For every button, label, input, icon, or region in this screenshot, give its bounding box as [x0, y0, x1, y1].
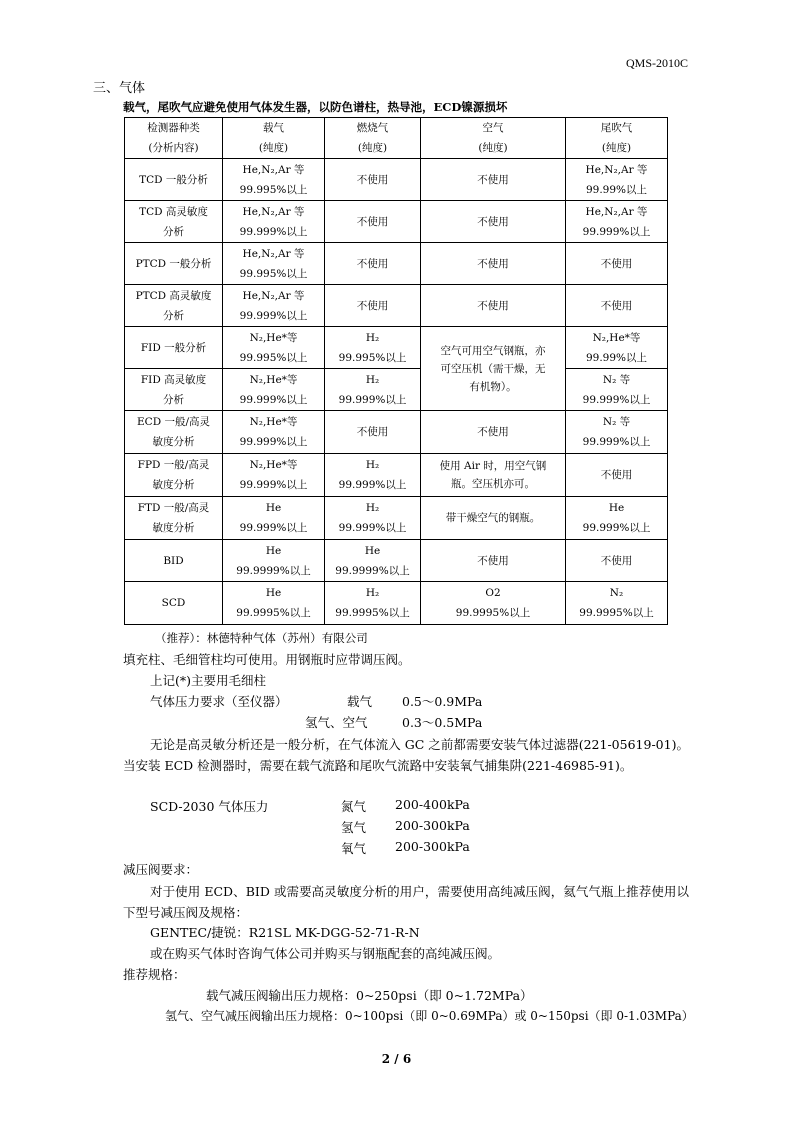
cell-makeup [566, 540, 668, 582]
cell-air-line: 不使用 [477, 215, 509, 228]
filter-paragraph: 无论是高灵敏分析还是一般分析，在气体流入 GC 之前都需要安装气体过滤器(221-05619-01)。当安装 ECD 检测器时，需要在载气流路和尾吹气流路中安装氧气捕集阱(221-46985-91)。 [123, 737, 689, 773]
cell-makeup [566, 201, 668, 243]
recommended-supplier: （推荐）：林德特种气体（苏州）有限公司 [155, 631, 368, 645]
cell-carrier [223, 327, 325, 369]
scd-gas-oxygen: 氧气 [341, 841, 367, 856]
scd-value-nitrogen: 200-400kPa [395, 797, 470, 812]
cell-air-line: 不使用 [477, 554, 509, 567]
cell-carrier-line: 99.9999%以上 [236, 564, 311, 577]
cell-carrier-line: N₂,He*等 [249, 373, 298, 386]
cell-air-line: O2 [485, 587, 501, 599]
cell-air-line: 瓶。空压机亦可。 [451, 478, 535, 490]
cell-detector-line: FID 高灵敏度 [140, 373, 207, 386]
cell-makeup-line: He [608, 502, 625, 514]
cell-air [421, 582, 566, 625]
scd-gas-nitrogen: 氮气 [341, 799, 367, 814]
cell-carrier [223, 285, 325, 327]
scd-value-oxygen: 200-300kPa [395, 839, 470, 854]
cell-makeup-line: N₂ 等 [602, 416, 631, 428]
column-header [421, 118, 566, 159]
cell-carrier-line: 99.995%以上 [239, 183, 308, 196]
h2-air-regulator-spec: 氢气、空气减压阀输出压力规格：0~100psi（即 0~0.69MPa）或 0~150psi（即 0-1.03MPa） [165, 1009, 694, 1023]
cell-makeup-line: 99.999%以上 [582, 436, 651, 448]
cell-carrier-line: 99.999%以上 [239, 225, 308, 238]
cell-makeup-line: N₂ 等 [602, 373, 631, 386]
carrier-regulator-spec: 载气减压阀输出压力规格：0~250psi（即 0~1.72MPa） [206, 988, 533, 1003]
cell-makeup [566, 497, 668, 540]
cell-makeup [566, 327, 668, 369]
column-header-line: 空气 [482, 122, 504, 134]
column-header-line: (分析内容) [148, 142, 199, 154]
cell-detector-line: 分析 [163, 225, 184, 238]
cell-detector [125, 411, 223, 454]
column-header-line: 燃烧气 [356, 122, 389, 134]
column-header [566, 118, 668, 159]
cell-makeup-line: He,N₂,Ar 等 [585, 205, 648, 218]
table-row [125, 411, 668, 454]
table-header-row [125, 118, 668, 159]
scd-pressure-title: SCD-2030 气体压力 [150, 799, 269, 814]
cell-makeup [566, 243, 668, 285]
cell-detector [125, 540, 223, 582]
cell-fuel-line: 不使用 [356, 426, 389, 438]
cell-detector [125, 497, 223, 540]
cell-detector-line: BID [163, 554, 184, 567]
cell-air-line: 不使用 [477, 426, 509, 438]
cell-detector-line: PTCD 一般分析 [135, 257, 212, 270]
cell-fuel [325, 201, 421, 243]
table-row [125, 454, 668, 497]
gentec-model: GENTEC/捷锐：R21SL MK-DGG-52-71-R-N [150, 925, 420, 940]
regulator-paragraph: 对于使用 ECD、BID 或需要高灵敏度分析的用户，需要使用高纯减压阀，氦气气瓶上推荐使用以下型号减压阀及规格： [123, 884, 689, 920]
cell-makeup-line: N₂ [609, 587, 624, 599]
cell-detector [125, 454, 223, 497]
table-row [125, 582, 668, 625]
column-header [125, 118, 223, 159]
table-row [125, 243, 668, 285]
cell-fuel-line: H₂ [365, 331, 380, 344]
cell-carrier [223, 411, 325, 454]
cell-carrier [223, 201, 325, 243]
cell-fuel [325, 582, 421, 625]
cell-detector [125, 159, 223, 201]
cell-fuel [325, 411, 421, 454]
cell-makeup-line: 99.999%以上 [582, 393, 651, 406]
cell-detector [125, 369, 223, 411]
cell-air-line: 带干燥空气的钢瓶。 [445, 512, 541, 524]
table-row [125, 201, 668, 243]
cell-carrier-line: 99.999%以上 [239, 393, 308, 406]
spec-title: 推荐规格： [123, 967, 186, 982]
cell-detector-line: FPD 一般/高灵 [137, 459, 210, 471]
cell-detector-line: 敏度分析 [152, 522, 195, 534]
cell-fuel-line: H₂ [365, 373, 380, 386]
cell-carrier [223, 243, 325, 285]
cell-fuel-line: 不使用 [356, 299, 389, 312]
cell-carrier [223, 497, 325, 540]
cell-air [421, 285, 566, 327]
cell-makeup-line: N₂,He*等 [592, 331, 641, 344]
asterisk-note: 上记(*)主要用毛细柱 [150, 673, 267, 688]
cell-detector-line: 敏度分析 [152, 479, 195, 491]
cell-carrier-line: He,N₂,Ar 等 [242, 163, 305, 176]
section-title: 三、气体 [93, 81, 146, 96]
column-header-line: (纯度) [258, 142, 289, 154]
table-row [125, 327, 668, 369]
cell-detector-line: 敏度分析 [152, 436, 195, 448]
column-header-line: (纯度) [601, 142, 632, 154]
cell-carrier-line: He,N₂,Ar 等 [242, 289, 305, 302]
cell-fuel-line: He [364, 544, 381, 557]
cell-air [421, 243, 566, 285]
cell-carrier-line: 99.995%以上 [239, 267, 308, 280]
cell-makeup-line: 99.999%以上 [582, 522, 651, 534]
cell-detector-line: 分析 [163, 309, 184, 322]
cell-fuel-line: 不使用 [356, 215, 389, 228]
cell-makeup-line: 不使用 [600, 257, 633, 270]
cell-makeup-line: 不使用 [600, 299, 633, 312]
table-row [125, 285, 668, 327]
cell-makeup-line: 99.99%以上 [585, 351, 648, 364]
cell-carrier-line: 99.999%以上 [239, 522, 308, 534]
cell-detector-line: TCD 高灵敏度 [139, 205, 208, 218]
cell-detector [125, 582, 223, 625]
cell-makeup [566, 411, 668, 454]
cell-carrier-line: He [265, 587, 282, 599]
cell-air [421, 327, 566, 411]
page-number: 2 / 6 [381, 1052, 412, 1066]
scd-value-hydrogen: 200-300kPa [395, 818, 470, 833]
cell-air [421, 497, 566, 540]
cell-carrier [223, 582, 325, 625]
purchase-note: 或在购买气体时咨询气体公司并购买与钢瓶配套的高纯减压阀。 [150, 946, 501, 961]
cell-makeup [566, 159, 668, 201]
cell-detector [125, 201, 223, 243]
cell-fuel-line: 99.999%以上 [338, 393, 407, 406]
cell-fuel-line: 不使用 [356, 257, 389, 270]
table-row [125, 540, 668, 582]
carrier-pressure-value: 0.5～0.9MPa [402, 694, 483, 709]
cell-detector-line: TCD 一般分析 [139, 173, 208, 186]
cell-air [421, 540, 566, 582]
cell-fuel-line: H₂ [365, 502, 380, 514]
cell-air [421, 159, 566, 201]
cell-air-line: 不使用 [477, 173, 509, 186]
cell-detector [125, 327, 223, 369]
column-header-line: (纯度) [357, 142, 388, 154]
column-header [325, 118, 421, 159]
cell-air-line: 空气可用空气钢瓶，亦 [440, 344, 546, 357]
gas-requirements-table [124, 117, 668, 625]
column-note: 填充柱、毛细管柱均可使用。用钢瓶时应带调压阀。 [123, 652, 411, 667]
cell-carrier-line: He [265, 502, 282, 514]
cell-fuel-line: H₂ [365, 587, 380, 599]
cell-air [421, 454, 566, 497]
cell-detector-line: 分析 [163, 393, 184, 406]
cell-fuel [325, 327, 421, 369]
cell-air-line: 可空压机（需干燥，无 [440, 362, 546, 375]
column-header-line: 载气 [263, 122, 284, 134]
cell-carrier-line: N₂,He*等 [249, 416, 298, 428]
cell-air-line: 有机物）。 [469, 380, 517, 393]
cell-makeup-line: 99.999%以上 [582, 225, 651, 238]
cell-detector-line: PTCD 高灵敏度 [135, 289, 212, 302]
cell-fuel-line: 99.995%以上 [338, 351, 407, 364]
cell-makeup-line: 99.99%以上 [585, 183, 648, 196]
table-row [125, 159, 668, 201]
cell-carrier [223, 369, 325, 411]
cell-carrier-line: 99.9995%以上 [236, 607, 311, 619]
cell-makeup [566, 582, 668, 625]
document-code: QMS-2010C [625, 56, 688, 70]
cell-air-line: 不使用 [477, 299, 509, 312]
cell-detector-line: FTD 一般/高灵 [137, 502, 210, 514]
gas-warning: 载气，尾吹气应避免使用气体发生器，以防色谱柱，热导池，ECD镍源损坏 [123, 100, 508, 114]
cell-makeup-line: 不使用 [600, 554, 633, 567]
cell-air-line: 99.9995%以上 [455, 607, 531, 619]
cell-fuel-line: 99.9995%以上 [335, 607, 410, 619]
cell-detector-line: FID 一般分析 [140, 341, 207, 354]
cell-fuel [325, 497, 421, 540]
cell-fuel [325, 540, 421, 582]
column-header [223, 118, 325, 159]
table-row [125, 497, 668, 540]
cell-makeup [566, 454, 668, 497]
cell-carrier-line: N₂,He*等 [249, 459, 298, 471]
cell-air [421, 201, 566, 243]
cell-detector [125, 243, 223, 285]
cell-air-line: 使用 Air 时，用空气钢 [439, 460, 547, 472]
cell-makeup [566, 369, 668, 411]
column-header-line: 检测器种类 [147, 122, 200, 134]
cell-makeup-line: He,N₂,Ar 等 [585, 163, 648, 176]
cell-carrier [223, 540, 325, 582]
cell-makeup-line: 99.9995%以上 [579, 607, 654, 619]
cell-fuel-line: 不使用 [356, 173, 389, 186]
h2-air-pressure-label: 氢气、空气 [305, 715, 368, 730]
cell-carrier-line: 99.999%以上 [239, 309, 308, 322]
cell-detector-line: SCD [161, 597, 186, 609]
h2-air-pressure-value: 0.3～0.5MPa [402, 715, 483, 730]
pressure-title: 气体压力要求（至仪器） [150, 694, 288, 709]
cell-fuel-line: 99.999%以上 [338, 522, 407, 534]
cell-makeup-line: 不使用 [600, 469, 633, 481]
cell-carrier-line: He,N₂,Ar 等 [242, 205, 305, 218]
cell-air-line: 不使用 [477, 257, 509, 270]
cell-detector [125, 285, 223, 327]
cell-fuel [325, 243, 421, 285]
cell-fuel-line: 99.999%以上 [338, 479, 407, 491]
carrier-pressure-label: 载气 [347, 694, 373, 709]
column-header-line: (纯度) [478, 142, 508, 154]
scd-gas-hydrogen: 氢气 [341, 820, 367, 835]
cell-fuel [325, 285, 421, 327]
table-row [125, 369, 668, 411]
cell-detector-line: ECD 一般/高灵 [137, 416, 210, 428]
cell-carrier-line: 99.999%以上 [239, 436, 308, 448]
cell-carrier-line: N₂,He*等 [249, 331, 298, 344]
cell-fuel-line: H₂ [365, 459, 380, 471]
cell-carrier [223, 454, 325, 497]
cell-carrier-line: 99.999%以上 [239, 479, 308, 491]
cell-carrier [223, 159, 325, 201]
regulator-title: 减压阀要求： [123, 862, 199, 877]
cell-makeup [566, 285, 668, 327]
column-header-line: 尾吹气 [600, 122, 633, 134]
cell-fuel [325, 159, 421, 201]
cell-fuel [325, 454, 421, 497]
cell-carrier-line: He [265, 544, 282, 557]
cell-air [421, 411, 566, 454]
cell-fuel [325, 369, 421, 411]
cell-carrier-line: He,N₂,Ar 等 [242, 247, 305, 260]
cell-fuel-line: 99.9999%以上 [335, 564, 410, 577]
cell-carrier-line: 99.995%以上 [239, 351, 308, 364]
